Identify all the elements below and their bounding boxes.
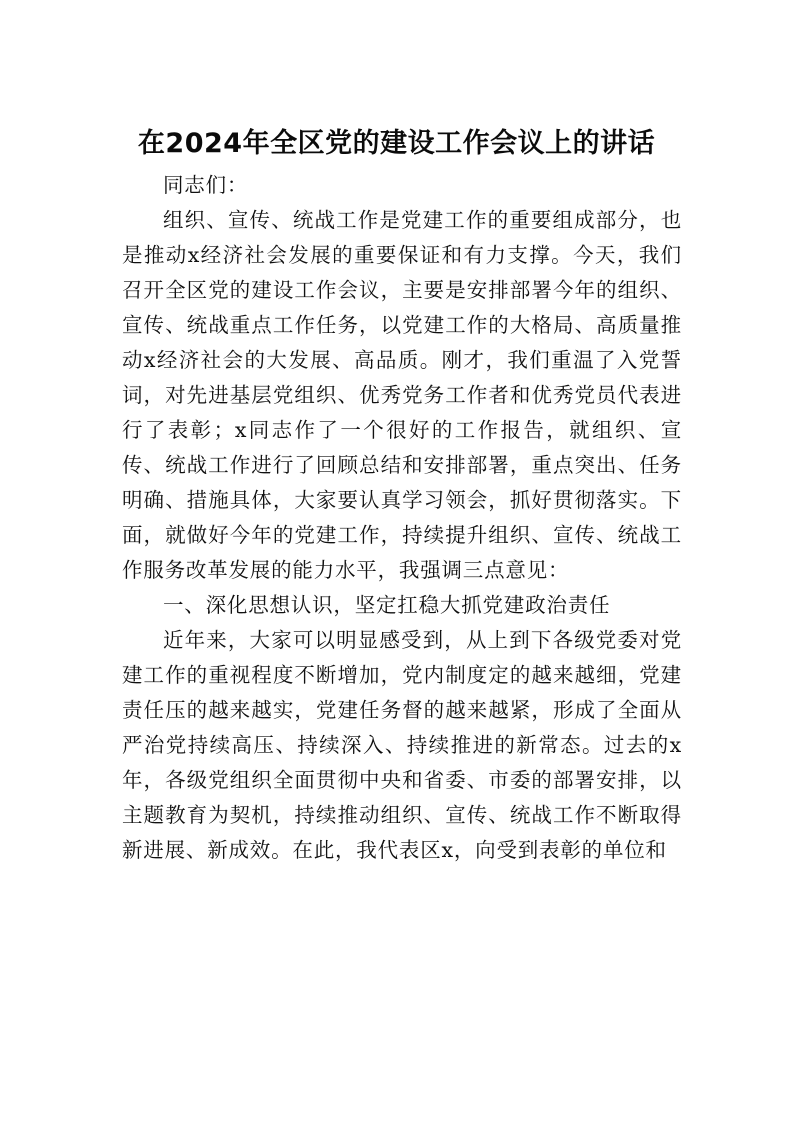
salutation-paragraph: 同志们： <box>163 173 249 197</box>
section-paragraph: 近年来，大家可以明显感受到，从上到下各级党委对党建工作的重视程度不断增加，党内制度定的越来越细，党建责任压的越来越实，党建任务督的越来越紧，形成了全面从严治党持续高压、持续深入、持续推进的新常态。过去的x年，各级党组织全面贯彻中央和省委、市委的部署安排，以主题教育为契机，持续推动组织、宣传、统战工作不断取得新进展、新成效。在此，我代表区x，向受到表彰的单位和 <box>122 628 682 862</box>
document-title: 在2024年全区党的建设工作会议上的讲话 <box>137 128 656 159</box>
section-heading: 一、深化思想认识，坚定扛稳大抓党建政治责任 <box>163 593 611 617</box>
document-body <box>122 168 682 868</box>
intro-paragraph: 组织、宣传、统战工作是党建工作的重要组成部分，也是推动x经济社会发展的重要保证和有力支撑。今天，我们召开全区党的建设工作会议，主要是安排部署今年的组织、宣传、统战重点工作任务，以党建工作的大格局、高质量推动x经济社会的大发展、高品质。刚才，我们重温了入党誓词，对先进基层党组织、优秀党务工作者和优秀党员代表进行了表彰；x同志作了一个很好的工作报告，就组织、宣传、统战工作进行了回顾总结和安排部署，重点突出、任务明确、措施具体，大家要认真学习领会，抓好贯彻落实。下面，就做好今年的党建工作，持续提升组织、宣传、统战工作服务改革发展的能力水平，我强调三点意见： <box>122 208 682 582</box>
